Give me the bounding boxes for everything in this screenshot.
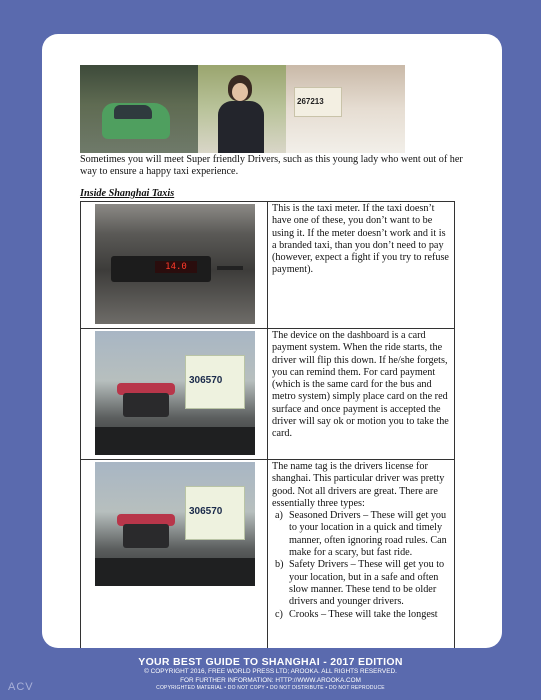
driver-types-list xyxy=(272,510,451,621)
footer-info: FOR FURTHER INFORMATION: HTTP://WWW.AROOKA.COM xyxy=(180,676,361,684)
list-item xyxy=(272,510,451,559)
text-cell xyxy=(268,202,455,329)
table-row xyxy=(81,460,455,649)
image-cell xyxy=(81,329,268,460)
taxi-window xyxy=(114,105,152,119)
taxi-photo xyxy=(80,65,198,153)
driver-face xyxy=(232,83,248,101)
list-marker: a) xyxy=(275,510,283,522)
text-cell xyxy=(268,460,455,649)
photo-caption: Sometimes you will meet Super friendly Drivers, such as this young lady who went out of her way to ensure a happy taxi experience. xyxy=(80,154,463,177)
footer-title: YOUR BEST GUIDE TO SHANGHAI - 2017 EDITION xyxy=(138,656,403,668)
meter-description: This is the taxi meter. If the taxi doesn’t have one of these, you don’t want to be using it. If the meter doesn’t work and it is a branded taxi, than you don’t need to pay (however, expect a fight if you try to refuse payment). xyxy=(272,203,449,276)
card-reader-base xyxy=(123,393,169,417)
table-row xyxy=(81,329,455,460)
list-item xyxy=(272,559,451,608)
image-cell xyxy=(81,460,268,649)
meter-display: 14.0 xyxy=(155,261,197,273)
footer-copyright: © COPYRIGHT 2016, FREE WORLD PRESS LTD; AROOKA. ALL RIGHTS RESERVED. xyxy=(144,668,397,675)
info-table xyxy=(80,201,455,648)
list-marker: b) xyxy=(275,559,284,571)
table-row xyxy=(81,202,455,329)
card-reader-description: The device on the dashboard is a card payment system. When the ride starts, the driver will flip this down. If he/she forgets, you can remind them. For card payment (which is the same card for the bus and metro system) simply place card on the red surface and once payment is accepted the driver will say ok or motion you to take the card. xyxy=(272,330,449,440)
image-cell xyxy=(81,202,268,329)
dashboard xyxy=(95,558,255,586)
taxi-meter-photo xyxy=(95,204,255,324)
license-tag-photo xyxy=(95,462,255,586)
dashboard xyxy=(95,427,255,455)
license-tag-description: The name tag is the drivers license for shanghai. This particular driver was pretty good. Not all drivers are great. There are essentially three types: xyxy=(272,461,445,509)
list-text: Safety Drivers – These will get you to your location, but in a safe and often slow manner. These tend to be older drivers and younger drivers. xyxy=(289,559,445,608)
list-marker: c) xyxy=(275,608,283,620)
watermark: ACV xyxy=(8,681,34,693)
card-reader-base xyxy=(123,524,169,548)
card-reader-photo xyxy=(95,331,255,455)
section-heading: Inside Shanghai Taxis xyxy=(80,188,175,199)
meter-slot xyxy=(217,266,243,270)
license-number: 306570 xyxy=(189,506,223,517)
sign-number: 267213 xyxy=(297,97,324,106)
page-footer xyxy=(0,656,541,692)
document-page xyxy=(42,34,502,648)
footer-notice: COPYRIGHTED MATERIAL • DO NOT COPY • DO NOT DISTRIBUTE • DO NOT REPRODUCE xyxy=(156,685,385,691)
driver-photo xyxy=(198,65,286,153)
license-number: 306570 xyxy=(189,375,223,386)
license-sign-photo xyxy=(286,65,405,153)
list-text: Crooks – These will take the longest xyxy=(289,608,438,620)
driver-body xyxy=(218,101,264,153)
photo-strip xyxy=(80,65,405,153)
text-cell xyxy=(268,329,455,460)
list-item xyxy=(272,609,451,621)
list-text: Seasoned Drivers – These will get you to your location in a quick and timely manner, often ignoring road rules. Can make for a scary, but fast ride. xyxy=(289,510,447,559)
